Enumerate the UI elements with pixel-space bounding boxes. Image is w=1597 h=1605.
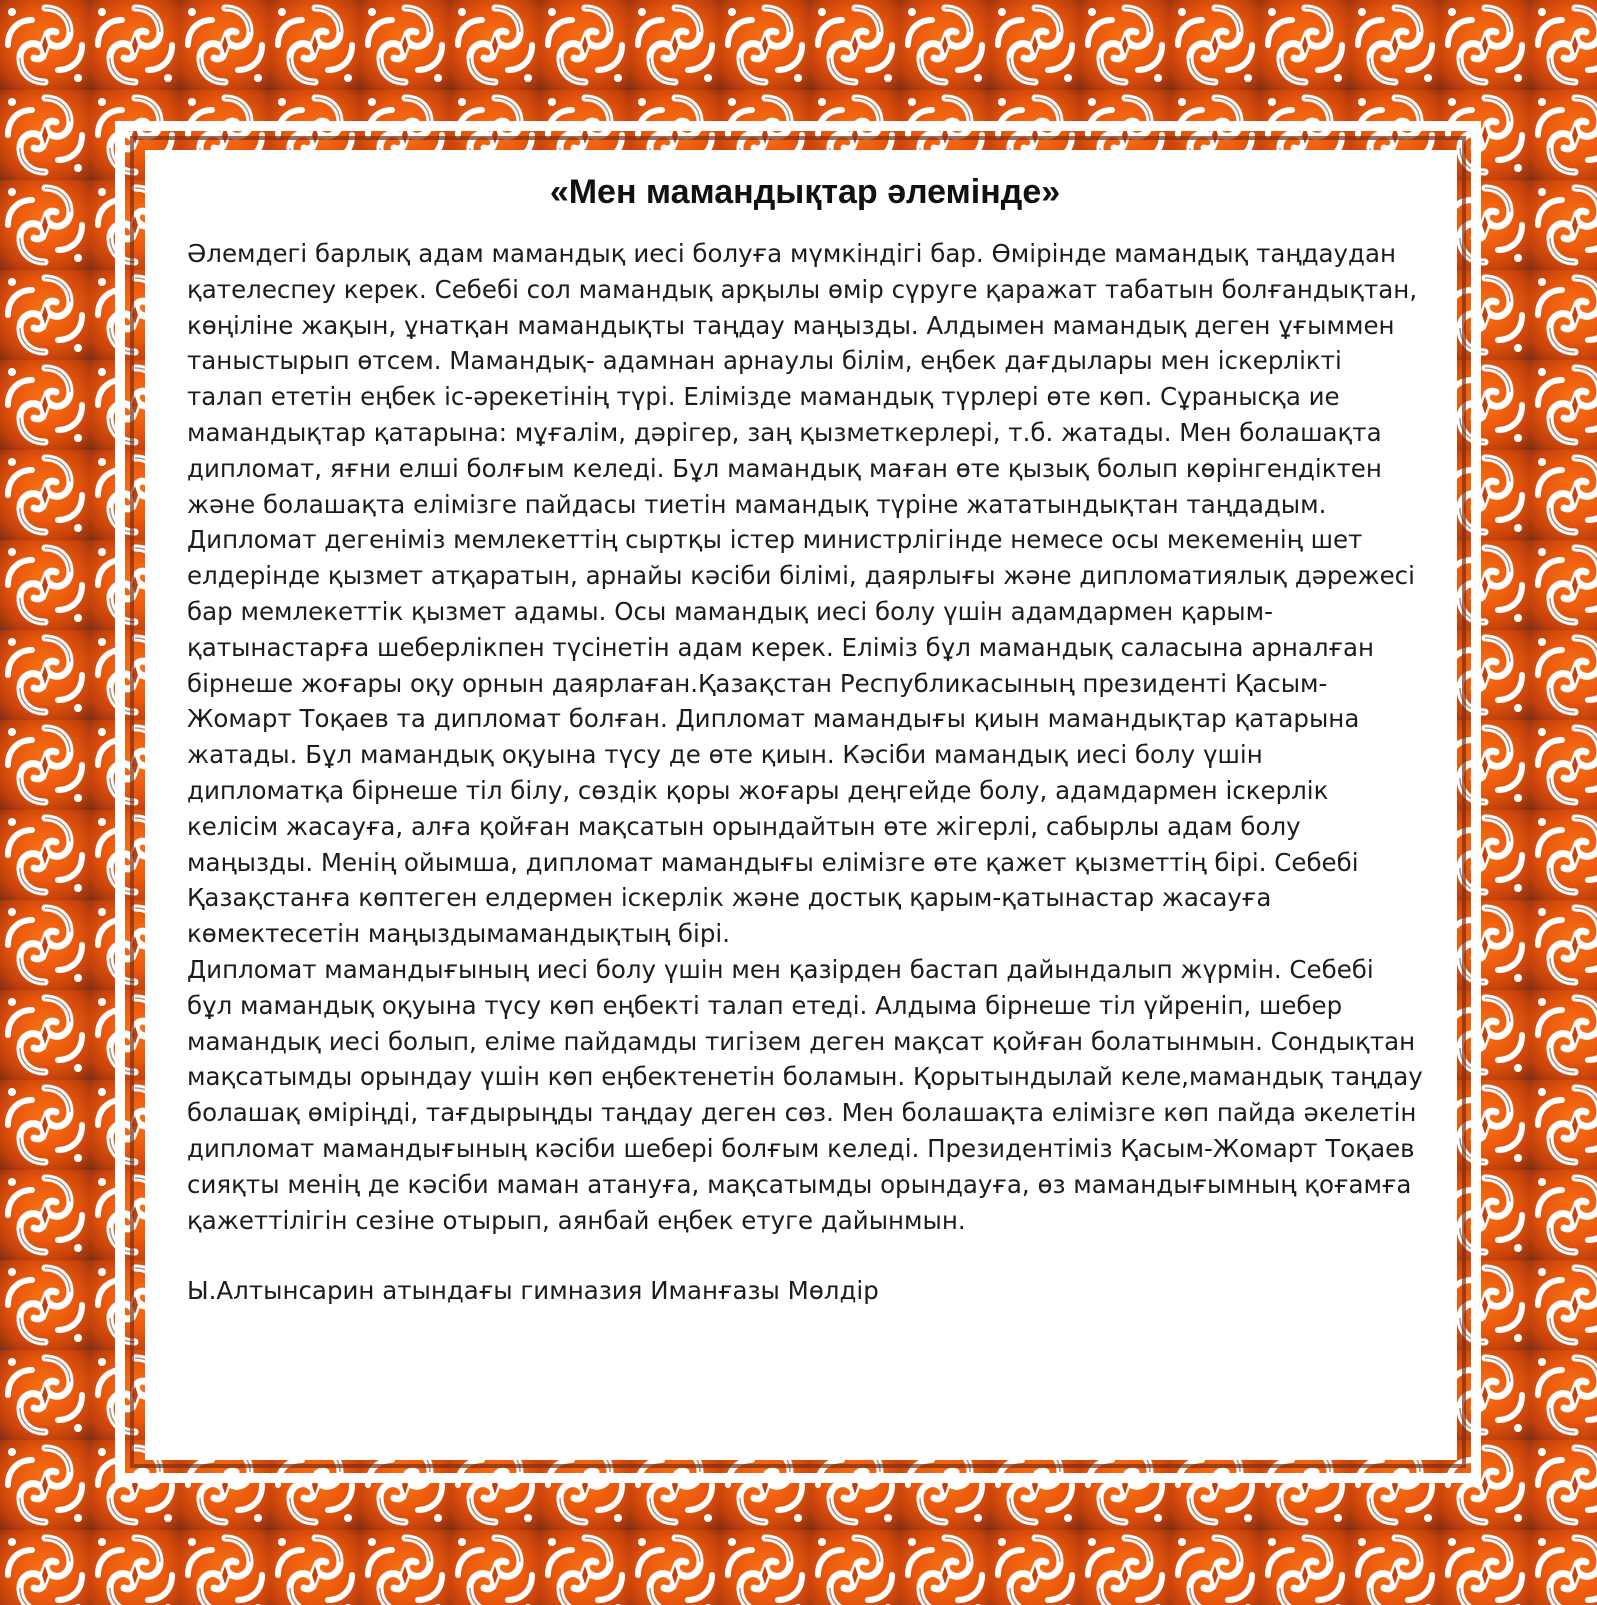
author-signature: Ы.Алтынсарин атындағы гимназия Иманғазы Мөлдір: [187, 1276, 879, 1306]
essay-title: «Мен мамандықтар әлемінде»: [549, 173, 1061, 211]
essay-paragraph-1: Әлемдегі барлық адам мамандық иесі болуға мүмкіндігі бар. Өмірінде мамандық таңдаудан қателеспеу керек. Себебі сол мамандық арқылы өмір сүруге қаражат табатын болғандықтан, көңіліне жақын, ұнатқан мамандықты таңдау маңызды. Алдымен мамандық деген ұғыммен таныстырып өтсем. Мамандық- адамнан арнаулы білім, еңбек дағдылары мен іскерлікті талап ететін еңбек іс-әрекетінің түрі. Елімізде мамандық түрлері өте көп. Сұранысқа ие мамандықтар қатарына: мұғалім, дәрігер, заң қызметкерлері, т.б. жатады. Мен болашақта дипломат, яғни елші болғым келеді. Бұл мамандық маған өте қызық болып көрінгендіктен және болашақта елімізге пайдасы тиетін мамандық түріне жататындықтан таңдадым. Дипломат дегеніміз мемлекеттің сыртқы істер министрлігінде немесе осы мекеменің шет елдерінде қызмет атқаратын, арнайы кәсіби білімі, даярлығы және дипломатиялық дәрежесі бар мемлекеттік қызмет адамы. Осы мамандық иесі болу үшін адамдармен қарым-қатынастарға шеберлікпен түсінетін адам керек. Еліміз бұл мамандық саласына арналған бірнеше жоғары оқу орнын даярлаған.Қазақстан Республикасының президенті Қасым- Жомарт Тоқаев та дипломат болған. Дипломат мамандығы қиын мамандықтар қатарына жатады. Бұл мамандық оқуына түсу де өте қиын. Кәсіби мамандық иесі болу үшін дипломатқа бірнеше тіл білу, сөздік қоры жоғары деңгейде болу, адамдармен іскерлік келісім жасауға, алға қойған мақсатын орындайтын өте жігерлі, сабырлы адам болу маңызды. Менің ойымша, дипломат мамандығы елімізге өте қажет қызметтің бірі. Себебі Қазақстанға көптеген елдермен іскерлік және достық қарым-қатынастар жасауға көмектесетін маңыздымамандықтың бірі.: [187, 239, 1418, 949]
essay-page: [145, 150, 1457, 1460]
essay-paragraph-2: Дипломат мамандығының иесі болу үшін мен қазірден бастап дайындалып жүрмін. Себебі бұл мамандық оқуына түсу көп еңбекті талап етеді. Алдыма бірнеше тіл үйреніп, шебер мамандық иесі болып, еліме пайдамды тигізем деген мақсат қойған болатынмын. Сондықтан мақсатымды орындау үшін көп еңбектенетін боламын. Қорытындылай келе,мамандық таңдау болашақ өміріңді, тағдырыңды таңдау деген сөз. Мен болашақта елімізге көп пайда әкелетін дипломат мамандығының кәсіби шебері болғым келеді. Президентіміз Қасым-Жомарт Тоқаев сияқты менің де кәсіби маман атануға, мақсатымды орындауға, өз мамандығымның қоғамға қажеттілігін сезіне отырып, аянбай еңбек етуге дайынмын.: [187, 954, 1423, 1235]
